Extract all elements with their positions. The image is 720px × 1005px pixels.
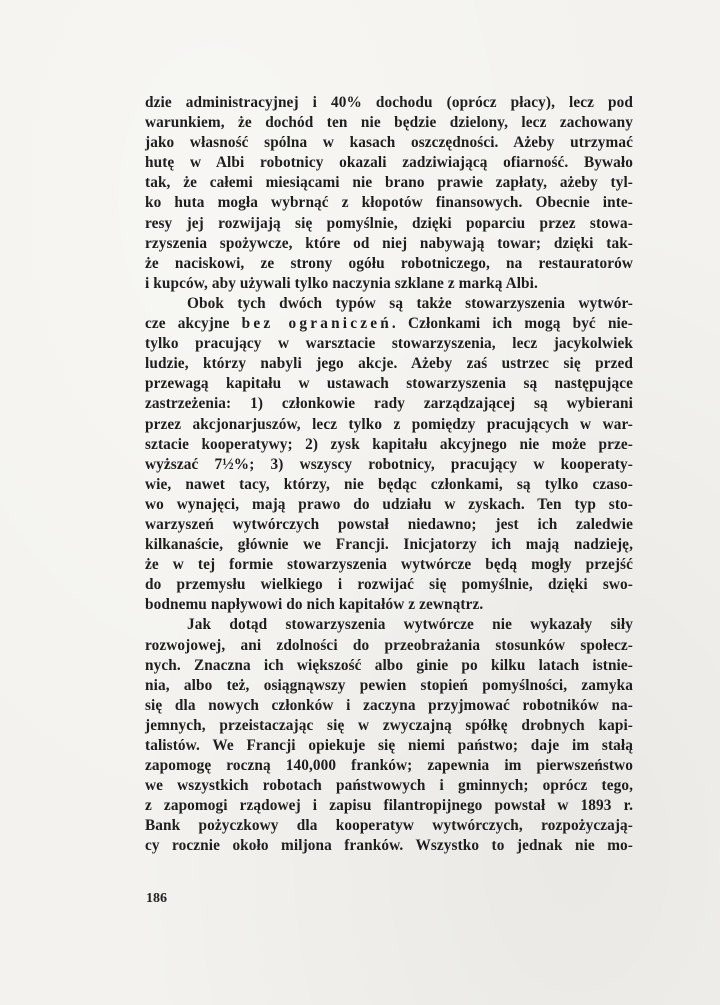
text-line: przewagą kapitału w ustawach stowarzyszenia są następujące bbox=[145, 375, 633, 393]
paragraph-3 bbox=[145, 615, 633, 856]
text-line: zapomogę roczną 140,000 franków; zapewnia im pierwszeństwo bbox=[145, 757, 633, 775]
text-line: sztacie kooperatywy; 2) zysk kapitału akcyjnego nie może prze- bbox=[145, 435, 633, 453]
paragraph-2 bbox=[145, 294, 633, 616]
text-line: zastrzeżenia: 1) członkowie rady zarządzającej są wybierani bbox=[145, 395, 633, 413]
text-line: i kupców, aby używali tylko naczynia szklane z marką Albi. bbox=[145, 274, 538, 292]
text-line: rozwojowej, ani zdolności do przeobrażania stosunków społecz- bbox=[145, 636, 633, 654]
text-line: się dla nowych członków i zaczyna przyjmować robotników na- bbox=[145, 696, 633, 714]
text-line: nia, albo też, osiągnąwszy pewien stopień pomyślności, zamyka bbox=[145, 676, 633, 694]
text-line: ko huta mogła wybrnąć z kłopotów finansowych. Obecnie inte- bbox=[145, 194, 633, 212]
text-line: tak, że całemi miesiącami nie brano prawie zapłaty, ażeby tyl- bbox=[145, 174, 633, 192]
text-line: cy rocznie około miljona franków. Wszystko to jednak nie mo- bbox=[145, 837, 633, 855]
text-line: jako własność spólna w kasach oszczędności. Ażeby utrzymać bbox=[145, 134, 633, 152]
text-line: tylko pracujący w warsztacie stowarzyszenia, lecz jacykolwiek bbox=[145, 335, 633, 353]
text-line: Bank pożyczkowy dla kooperatyw wytwórczych, rozpożyczają- bbox=[145, 817, 633, 835]
text-line: Jak dotąd stowarzyszenia wytwórcze nie wykazały siły bbox=[187, 616, 633, 634]
text-line: ludzie, którzy nabyli jego akcje. Ażeby zaś ustrzec się przed bbox=[145, 355, 633, 373]
text-line: wie, nawet tacy, którzy, nie będąc członkami, są tylko czaso- bbox=[145, 475, 633, 493]
spaced-phrase: bez ograniczeń bbox=[241, 315, 392, 333]
text-line: bodnemu napływowi do nich kapitałów z zewnątrz. bbox=[145, 596, 484, 614]
text-line: Obok tych dwóch typów są także stowarzyszenia wytwór- bbox=[187, 294, 633, 312]
text-line: z zapomogi rządowej i zapisu filantropijnego powstał w 1893 r. bbox=[145, 797, 633, 815]
text-fragment: cze akcyjne bbox=[145, 315, 230, 333]
text-line: przez akcjonarjuszów, lecz tylko z pomiędzy pracujących w war- bbox=[145, 415, 633, 433]
text-line: warzyszeń wytwórczych powstał niedawno; jest ich zaledwie bbox=[145, 515, 633, 533]
text-line: że naciskowi, ze strony ogółu robotniczego, na restauratorów bbox=[145, 254, 633, 272]
text-line: warunkiem, że dochód ten nie będzie dzielony, lecz zachowany bbox=[145, 114, 633, 132]
text-line: wyższać 7½%; 3) wszyscy robotnicy, pracujący w kooperaty- bbox=[145, 455, 633, 473]
text-line: talistów. We Francji opiekuje się niemi państwo; daje im stałą bbox=[145, 737, 633, 754]
text-line: wo wynajęci, mają prawo do udziału w zyskach. Ten typ sto- bbox=[145, 495, 633, 513]
text-line: jemnych, przeistaczając się w zwyczajną spółkę drobnych kapi- bbox=[145, 716, 633, 734]
page-number: 186 bbox=[146, 891, 167, 906]
text-line: dzie administracyjnej i 40% dochodu (oprócz płacy), lecz pod bbox=[145, 94, 633, 111]
text-line-with-spaced-phrase bbox=[145, 314, 633, 334]
paragraph-1 bbox=[145, 93, 633, 294]
text-fragment: . Członkami ich mogą być nie- bbox=[391, 315, 633, 333]
text-line: kilkanaście, głównie we Francji. Inicjatorzy ich mają nadzieję, bbox=[145, 536, 633, 554]
text-line: resy jej rozwijają się pomyślnie, dzięki poparciu przez stowa- bbox=[145, 214, 633, 232]
text-line: hutę w Albi robotnicy okazali zadziwiającą ofiarność. Bywało bbox=[145, 154, 633, 172]
text-line: we wszystkich robotach państwowych i gminnych; oprócz tego, bbox=[145, 777, 633, 795]
text-line: do przemysłu wielkiego i rozwijać się pomyślnie, dzięki swo- bbox=[145, 576, 633, 594]
text-line: rzyszenia spożywcze, które od niej nabywają towar; dzięki tak- bbox=[145, 234, 633, 252]
text-line: nych. Znaczna ich większość albo ginie po kilku latach istnie- bbox=[145, 656, 633, 674]
body-text bbox=[145, 93, 633, 857]
text-line: że w tej formie stowarzyszenia wytwórcze będą mogły przejść bbox=[145, 556, 633, 574]
